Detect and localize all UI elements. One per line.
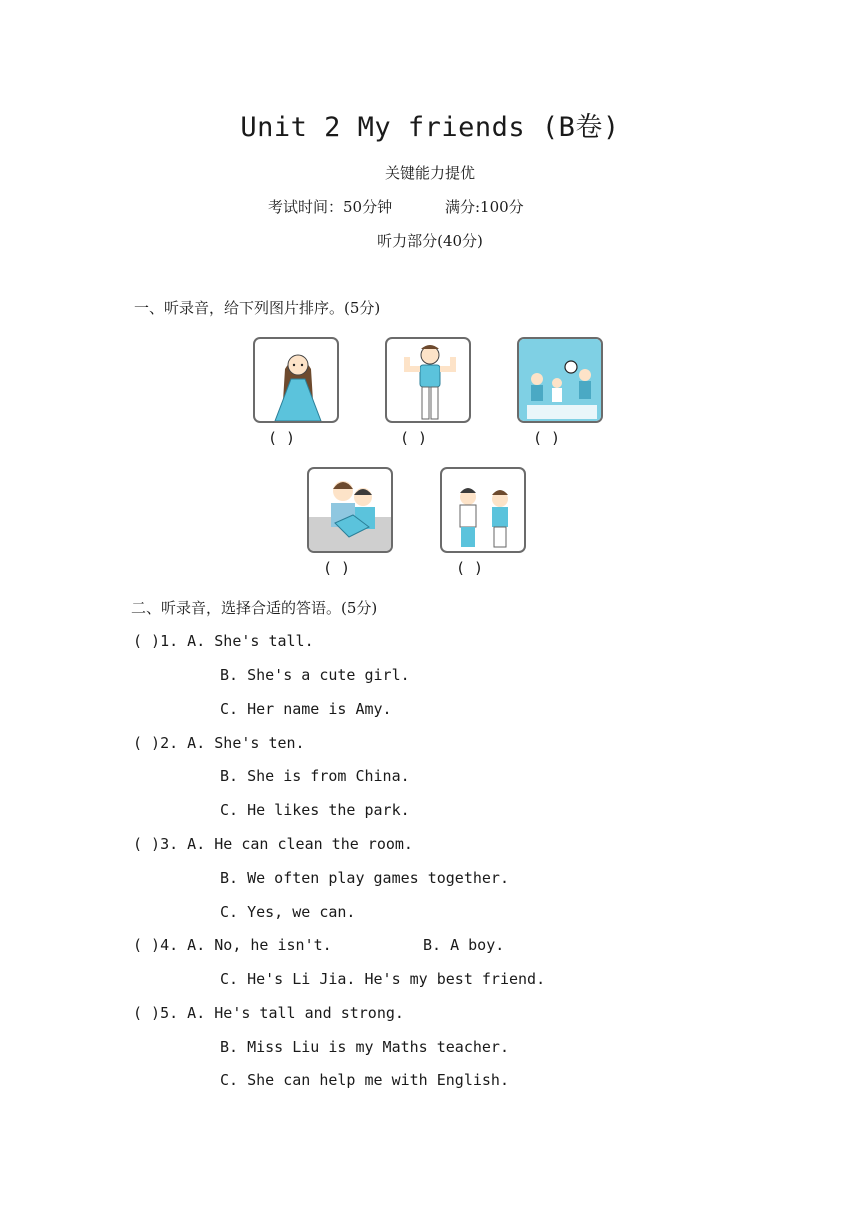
section2-heading: 二、听录音，选择合适的答语。(5分) (131, 599, 378, 617)
question-1-stem: ( )1. A. She's tall. (133, 632, 314, 650)
answer-blank[interactable]: ( ) (323, 559, 351, 577)
section1-heading: 一、听录音，给下列图片排序。(5分) (134, 299, 381, 317)
girl-in-dress-icon (253, 337, 339, 423)
subtitle: 关键能力提优 (384, 164, 475, 182)
answer-blank[interactable]: ( ) (268, 429, 296, 447)
strong-boy-icon (385, 337, 471, 423)
question-1-option-c: C. Her name is Amy. (220, 700, 392, 718)
listening-part-title: 听力部分(40分) (377, 232, 483, 250)
question-3-option-c: C. Yes, we can. (220, 903, 356, 921)
question-2-option-c: C. He likes the park. (220, 801, 410, 819)
question-4-stem: ( )4. A. No, he isn't. (133, 936, 332, 954)
question-3-stem: ( )3. A. He can clean the room. (133, 835, 413, 853)
answer-blank[interactable]: ( ) (456, 559, 484, 577)
answer-blank[interactable]: ( ) (400, 429, 428, 447)
question-2-stem: ( )2. A. She's ten. (133, 734, 305, 752)
exam-time: 考试时间：50分钟 (268, 198, 393, 216)
children-playing-football-icon (517, 337, 603, 423)
question-5-stem: ( )5. A. He's tall and strong. (133, 1004, 404, 1022)
question-2-option-b: B. She is from China. (220, 767, 410, 785)
question-3-option-b: B. We often play games together. (220, 869, 509, 887)
question-4-option-c: C. He's Li Jia. He's my best friend. (220, 970, 546, 988)
reading-together-icon (307, 467, 393, 553)
two-boys-talking-icon (440, 467, 526, 553)
question-4-option-b: B. A boy. (423, 936, 505, 954)
question-5-option-c: C. She can help me with English. (220, 1071, 509, 1089)
question-1-option-b: B. She's a cute girl. (220, 666, 410, 684)
full-score: 满分:100分 (445, 198, 524, 216)
answer-blank[interactable]: ( ) (533, 429, 561, 447)
page-title: Unit 2 My friends (B卷) (240, 112, 620, 143)
question-5-option-b: B. Miss Liu is my Maths teacher. (220, 1038, 509, 1056)
